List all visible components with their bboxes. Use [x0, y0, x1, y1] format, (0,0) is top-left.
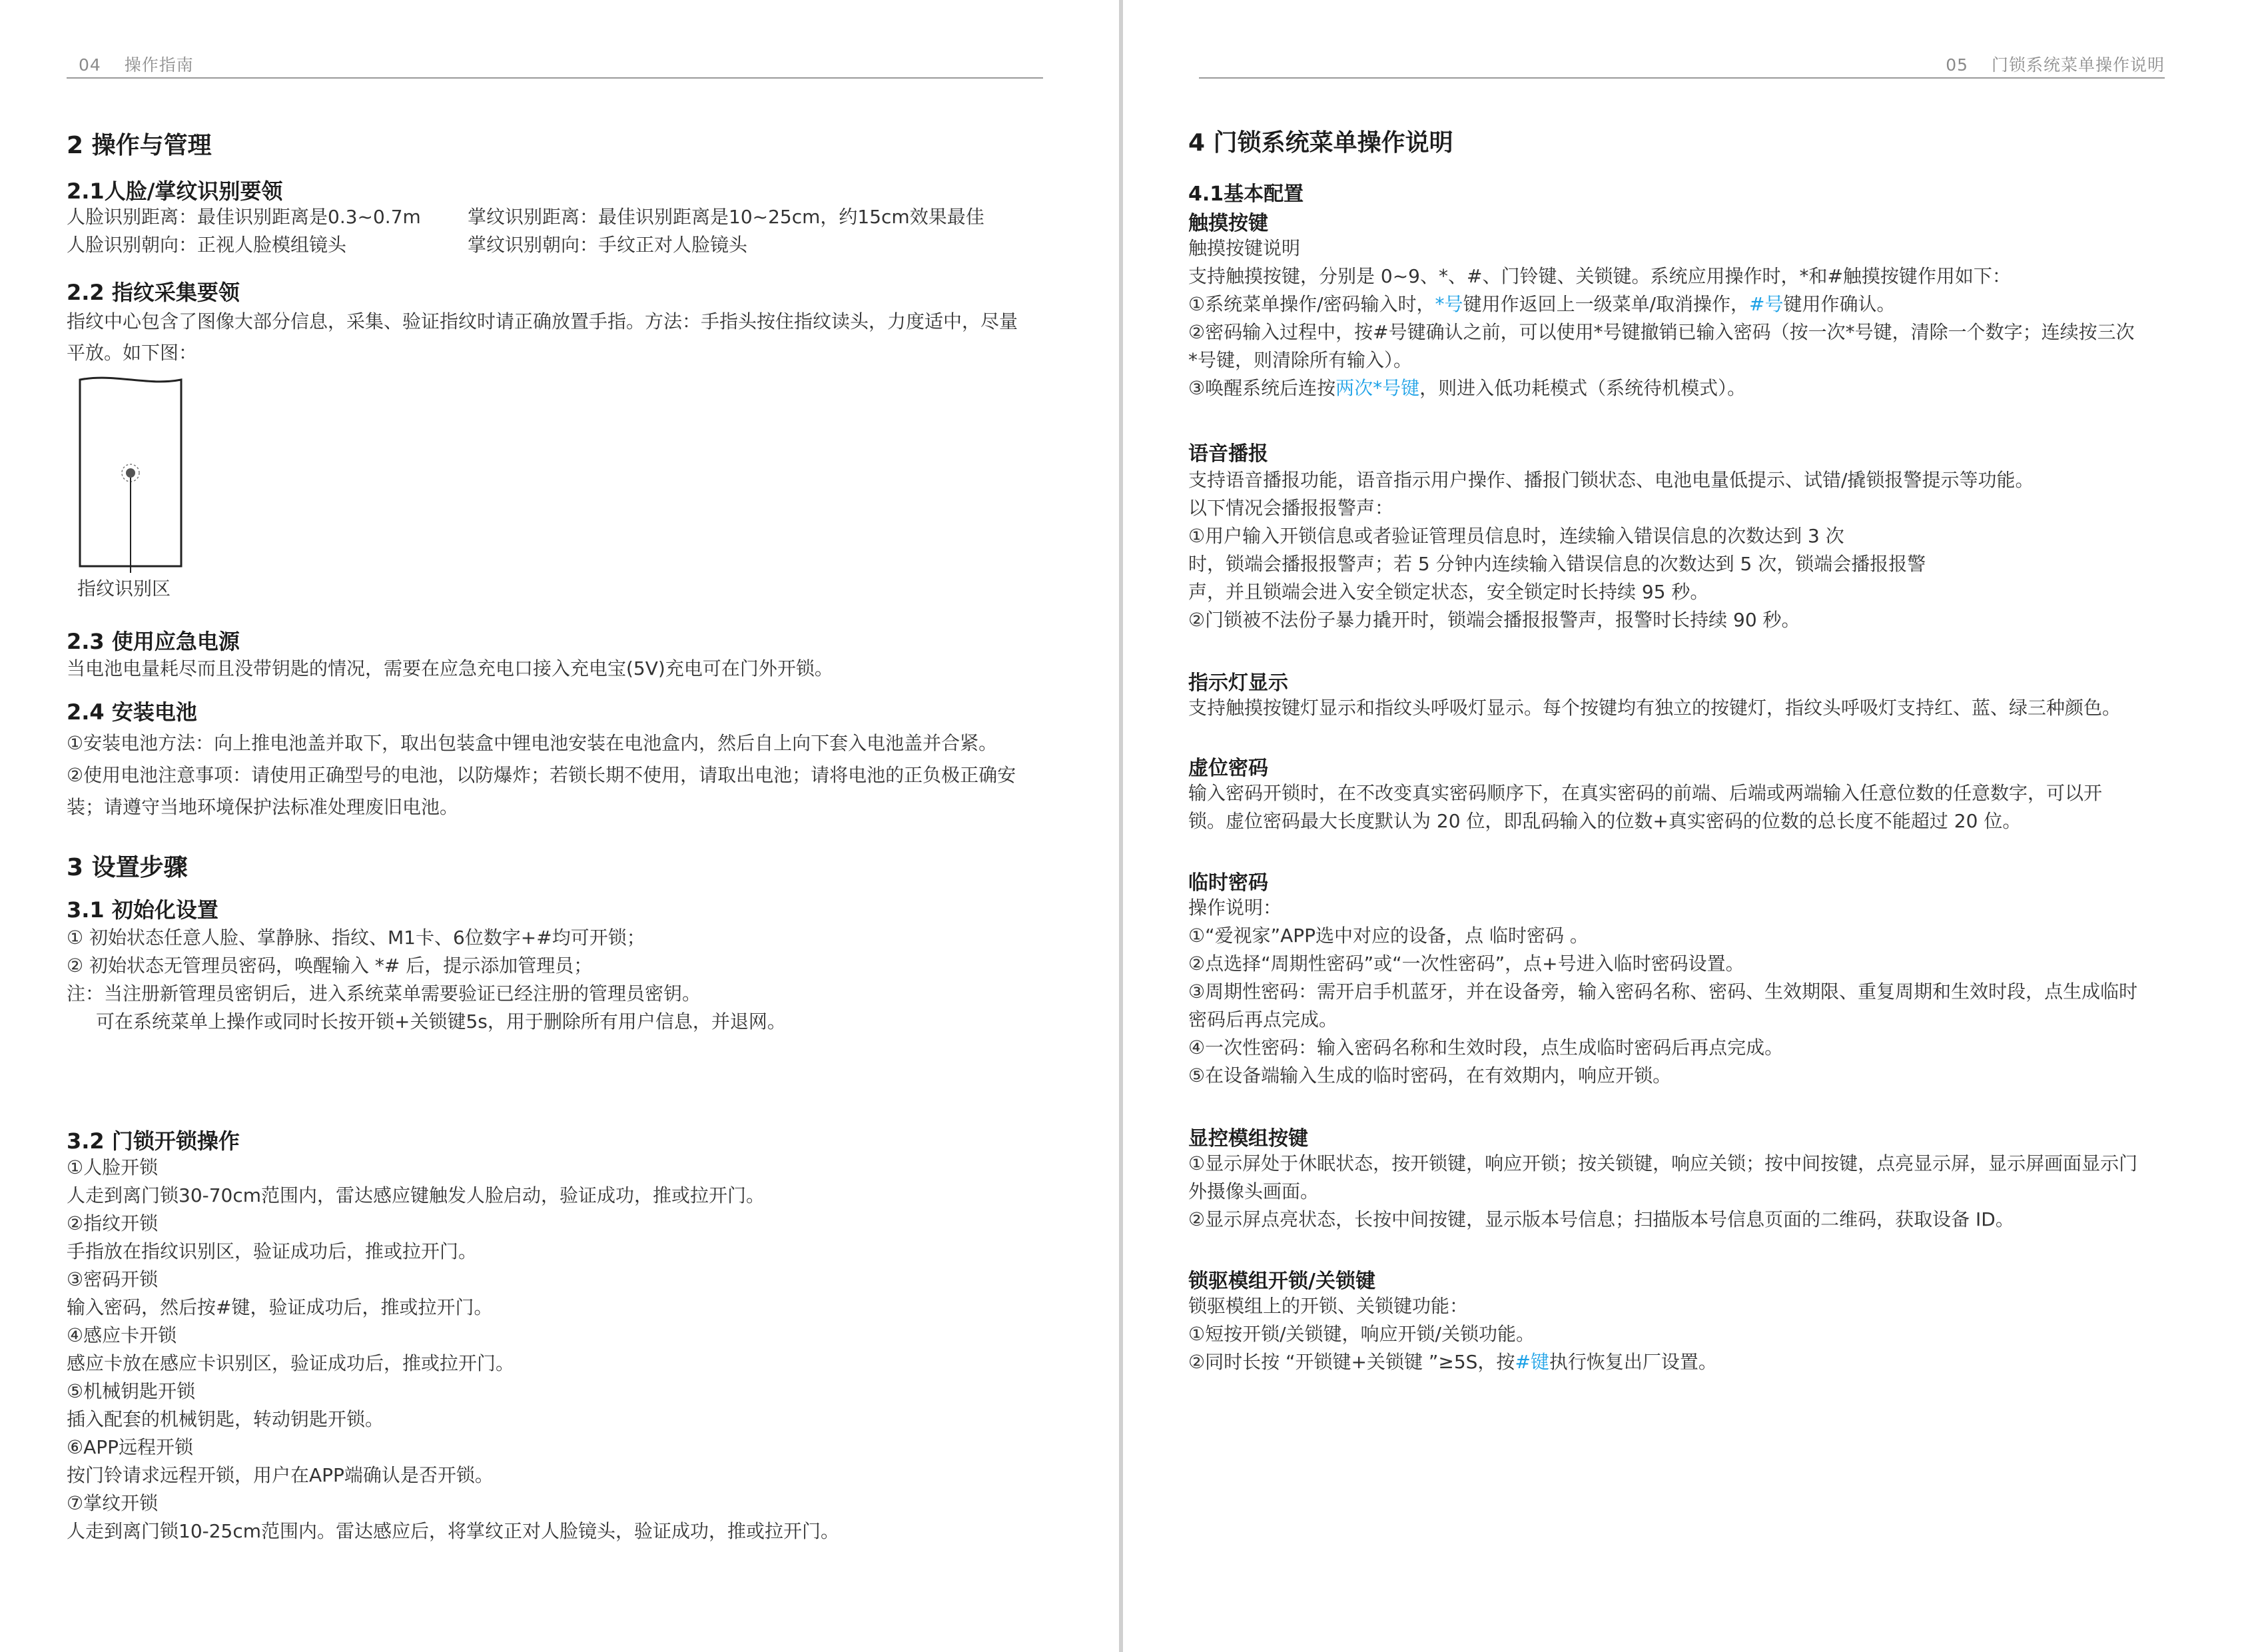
- virtual-password-block: [1188, 779, 2102, 835]
- section-title: 2 操作与管理: [67, 132, 212, 159]
- right-page: [1123, 0, 2242, 1652]
- topic-title: 临时密码: [1188, 871, 1268, 895]
- left-page: [0, 0, 1119, 1652]
- subsection-title: 2.3 使用应急电源: [67, 629, 240, 654]
- text-line: 支持触摸按键，分别是 0~9、*、#、门铃键、关锁键。系统应用操作时，*和#触摸按键作用如下：: [1188, 265, 2011, 287]
- text-line: 人脸识别朝向：正视人脸模组镜头: [67, 234, 347, 256]
- page-header: [79, 52, 194, 76]
- driver-module-block: [1188, 1292, 1717, 1376]
- page-number: 04: [79, 55, 101, 75]
- fingerprint-illustration: [75, 373, 188, 573]
- text-line: 时，锁端会播报报警声；若 5 分钟内连续输入错误信息的次数达到 5 次，锁端会播报报警: [1188, 553, 1926, 575]
- text-line: 支持触摸按键灯显示和指纹头呼吸灯显示。每个按键均有独立的按键灯，指纹头呼吸灯支持红、蓝、绿三种颜色。: [1188, 697, 2121, 719]
- list-item: 感应卡放在感应卡识别区，验证成功后，推或拉开门。: [67, 1352, 515, 1374]
- text-line: 注：当注册新管理员密钥后，进入系统菜单需要验证已经注册的管理员密钥。: [67, 983, 701, 1005]
- display-module-block: [1188, 1150, 2137, 1234]
- text-line: 锁驱模组上的开锁、关锁键功能：: [1188, 1295, 1469, 1317]
- subsection-title: 3.2 门锁开锁操作: [67, 1128, 240, 1154]
- text-line: ①短按开锁/关锁键，响应开锁/关锁功能。: [1188, 1323, 1535, 1345]
- unlock-methods-list: [67, 1154, 839, 1545]
- highlight-hash-key: #号: [1749, 293, 1784, 315]
- page-header: [1946, 52, 2165, 76]
- fingerprint-sensor-icon: [126, 468, 135, 478]
- section-title: 4 门锁系统菜单操作说明: [1188, 129, 1453, 157]
- list-item: ②指纹开锁: [67, 1212, 159, 1234]
- text-line: ②使用电池注意事项：请使用正确型号的电池，以防爆炸；若锁长期不使用，请取出电池；请将电池的正负极正确安: [67, 764, 1016, 786]
- text-line: [1188, 1348, 1717, 1376]
- subsection-title: 2.2 指纹采集要领: [67, 280, 240, 305]
- figure-label: 指纹识别区: [77, 578, 171, 600]
- text-line: ①用户输入开锁信息或者验证管理员信息时，连续输入错误信息的次数达到 3 次: [1188, 525, 1844, 547]
- text-line: 操作说明：: [1188, 897, 1282, 919]
- text-line: 触摸按键说明: [1188, 237, 1301, 259]
- text-line: 输入密码开锁时，在不改变真实密码顺序下，在真实密码的前端、后端或两端输入任意位数的任意数字，可以开: [1188, 782, 2103, 804]
- highlight-double-star: 两次*号键: [1335, 377, 1420, 399]
- text-line: ②点选择“周期性密码”或“一次性密码”，点+号进入临时密码设置。: [1188, 953, 1744, 975]
- text-line: 掌纹识别朝向：手纹正对人脸镜头: [468, 234, 748, 256]
- topic-title: 触摸按键: [1188, 212, 1268, 235]
- text-line: 声，并且锁端会进入安全锁定状态，安全锁定时长持续 95 秒。: [1188, 581, 1709, 603]
- text-line: ②密码输入过程中，按#号键确认之前，可以使用*号键撤销已输入密码（按一次*号键，清除一个数字；连续按三次: [1188, 321, 2135, 343]
- text-line: 锁。虚位密码最大长度默认为 20 位，即乱码输入的位数+真实密码的位数的总长度不能超过 20 位。: [1188, 810, 2022, 832]
- highlight-hash-key: #键: [1515, 1351, 1549, 1373]
- text-line: ② 初始状态无管理员密码，唤醒输入 *# 后，提示添加管理员；: [67, 955, 593, 977]
- list-item: ①人脸开锁: [67, 1156, 159, 1178]
- header-title: 门锁系统菜单操作说明: [1991, 55, 2165, 75]
- text-line: 支持语音播报功能，语音指示用户操作、播报门锁状态、电池电量低提示、试错/撬锁报警提示等功能。: [1188, 469, 2034, 491]
- text-span: 执行恢复出厂设置。: [1549, 1351, 1717, 1373]
- voice-block: [1188, 466, 2034, 634]
- text-line: 可在系统菜单上操作或同时长按开锁+关锁键5s，用于删除所有用户信息，并退网。: [96, 1011, 786, 1032]
- text-line: ④一次性密码：输入密码名称和生效时段，点生成临时密码后再点完成。: [1188, 1036, 1784, 1058]
- list-item: ⑦掌纹开锁: [67, 1492, 159, 1514]
- topic-title: 语音播报: [1188, 442, 1268, 466]
- topic-title: 显控模组按键: [1188, 1127, 1308, 1150]
- text-line: ①“爱视家”APP选中对应的设备，点 临时密码 。: [1188, 925, 1589, 947]
- text-line: 外摄像头画面。: [1188, 1180, 1319, 1202]
- text-line: 以下情况会播报报警声：: [1188, 497, 1394, 519]
- topic-title: 指示灯显示: [1188, 671, 1288, 695]
- topic-title: 虚位密码: [1188, 757, 1268, 780]
- list-item: ③密码开锁: [67, 1268, 159, 1290]
- text-line: [1188, 374, 2135, 402]
- subsection-title: 4.1基本配置: [1188, 183, 1304, 206]
- text-line: 当电池电量耗尽而且没带钥匙的情况，需要在应急充电口接入充电宝(5V)充电可在门外开锁。: [67, 657, 833, 679]
- text-line: ②显示屏点亮状态，长按中间按键，显示版本号信息；扫描版本号信息页面的二维码，获取设备 ID。: [1188, 1208, 2014, 1230]
- list-item: 人走到离门锁10-25cm范围内。雷达感应后，将掌纹正对人脸镜头，验证成功，推或拉开门。: [67, 1520, 840, 1542]
- text-line: [1188, 290, 2135, 318]
- text-line: ①显示屏处于休眠状态，按开锁键，响应开锁；按关锁键，响应关锁；按中间按键，点亮显示屏，显示屏画面显示门: [1188, 1152, 2138, 1174]
- text-line: ③周期性密码：需开启手机蓝牙，并在设备旁，输入密码名称、密码、生效期限、重复周期和生效时段，点生成临时: [1188, 981, 2138, 1003]
- text-span: 键用作确认。: [1783, 293, 1896, 315]
- text-span: ，则进入低功耗模式（系统待机模式）。: [1419, 377, 1746, 399]
- topic-title: 锁驱模组开锁/关锁键: [1188, 1270, 1375, 1293]
- text-line: 人脸识别距离：最佳识别距离是0.3~0.7m: [67, 206, 421, 228]
- section-title: 3 设置步骤: [67, 854, 188, 881]
- text-line: 密码后再点完成。: [1188, 1009, 1338, 1031]
- list-item: ⑤机械钥匙开锁: [67, 1380, 196, 1402]
- text-line: *号键，则清除所有输入）。: [1188, 349, 1413, 371]
- header-title: 操作指南: [124, 55, 194, 75]
- subsection-title: 3.1 初始化设置: [67, 897, 218, 923]
- list-item: 手指放在指纹识别区，验证成功后，推或拉开门。: [67, 1240, 478, 1262]
- text-line: ⑤在设备端输入生成的临时密码，在有效期内，响应开锁。: [1188, 1064, 1672, 1086]
- text-line: 指纹中心包含了图像大部分信息，采集、验证指纹时请正确放置手指。方法：手指头按住指纹读头，力度适中，尽量: [67, 310, 1018, 332]
- header-rule: [67, 77, 1043, 79]
- text-line: ②门锁被不法份子暴力撬开时，锁端会播报报警声，报警时长持续 90 秒。: [1188, 609, 1800, 631]
- text-span: ②同时长按 “开锁键+关锁键 ”≥5S，按: [1188, 1351, 1515, 1373]
- list-item: ④感应卡开锁: [67, 1324, 177, 1346]
- touch-keys-block: [1188, 234, 2135, 402]
- list-item: 输入密码，然后按#键，验证成功后，推或拉开门。: [67, 1296, 493, 1318]
- list-item: 人走到离门锁30-70cm范围内，雷达感应键触发人脸启动，验证成功，推或拉开门。: [67, 1184, 765, 1206]
- highlight-star-key: *号: [1435, 293, 1463, 315]
- text-line: ① 初始状态任意人脸、掌静脉、指纹、M1卡、6位数字+#均可开锁；: [67, 927, 645, 949]
- text-line: 掌纹识别距离：最佳识别距离是10~25cm，约15cm效果最佳: [468, 206, 984, 228]
- subsection-title: 2.1人脸/掌纹识别要领: [67, 179, 283, 204]
- text-line: ①安装电池方法：向上推电池盖并取下，取出包装盒中锂电池安装在电池盒内，然后自上向下套入电池盖并合紧。: [67, 732, 998, 754]
- text-span: 键用作返回上一级菜单/取消操作，: [1463, 293, 1749, 315]
- text-span: ①系统菜单操作/密码输入时，: [1188, 293, 1435, 315]
- temp-password-block: [1188, 894, 2137, 1090]
- list-item: ⑥APP远程开锁: [67, 1436, 194, 1458]
- list-item: 插入配套的机械钥匙，转动钥匙开锁。: [67, 1408, 384, 1430]
- text-line: 平放。如下图：: [67, 342, 198, 364]
- header-rule: [1199, 77, 2165, 79]
- text-span: ③唤醒系统后连按: [1188, 377, 1336, 399]
- list-item: 按门铃请求远程开锁，用户在APP端确认是否开锁。: [67, 1464, 494, 1486]
- page-number: 05: [1946, 55, 1969, 75]
- text-line: 装；请遵守当地环境保护法标准处理废旧电池。: [67, 796, 459, 818]
- subsection-title: 2.4 安装电池: [67, 699, 197, 725]
